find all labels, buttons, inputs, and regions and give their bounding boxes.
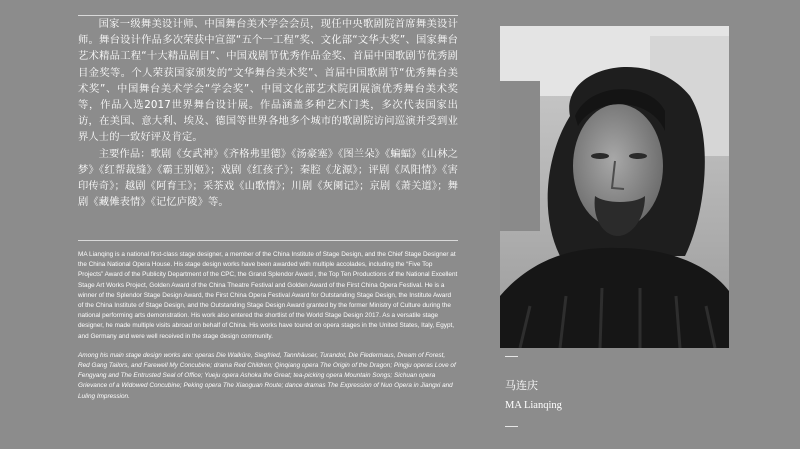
english-bio-paragraph-1: MA Lianqing is a national first-class stage designer, a member of the China Institute of Stage Design, and the Chief Stage Designer at the China National Opera House. His stage design works have been awarded with multiple accolades, including the “Five Top Projects” Award of the Publicity Department of the CPC, the Grand Splendor Award , the Top Ten Productions of the National Excellent Stage Art Works Project, Golden Award of the China Theatre Festival and Golden Award of the First China Opera Festival. He is a winner of the Splendor Stage Design Award, the First China Opera Festival Award for Outstanding Stage Design, the Institute Award of the China Institute of Stage Design, and the Outstanding Stage Design Award granted by the former Ministry of Culture during the national performing arts demonstration. His work also entered the shortlist of the World Stage Design 2017. As a versatile stage designer, he made multiple visits abroad on behalf of China. His works have toured on opera stages in the United States, Italy, Egypt, and Germany and were well received in the stage design community. xyxy=(78,251,458,340)
chinese-bio-paragraph-1: 国家一级舞美设计师、中国舞台美术学会会员，现任中央歌剧院首席舞美设计师。舞台设计作品多次荣获中宣部“五个一工程”奖、文化部“文华大奖”、国家舞台艺术精品工程“十大精品剧目”、中国戏剧节优秀作品金奖、首届中国歌剧节优秀剧目金奖等。个人荣获国家颁发的“文华舞台美术奖”、首届中国歌剧节“优秀舞台美术奖”、中国舞台美术学会“学会奖”、中国文化部艺术院团展演优秀舞台美术奖等，作品入选2017世界舞台设计展。作品涵盖多种艺术门类，多次代表国家出访，在美国、意大利、埃及、德国等世界各地多个城市的歌剧院访问巡演并受到业界人士的一致好评及肯定。 xyxy=(78,18,458,144)
english-biography xyxy=(78,250,458,411)
designer-name-english: MA Lianqing xyxy=(505,400,562,411)
middle-divider xyxy=(78,240,458,241)
portrait-illustration xyxy=(500,26,729,348)
caption-bottom-dash xyxy=(505,426,518,427)
chinese-bio-paragraph-2: 主要作品：歌剧《女武神》《齐格弗里德》《汤豪塞》《图兰朵》《蝙蝠》《山林之梦》《红帮裁缝》《霸王别姬》；戏剧《红孩子》；秦腔《龙源》；评剧《凤阳情》《害印传奇》；越剧《阿育王》；采茶戏《山歌情》；川剧《灰阑记》；京剧《萧关道》；舞剧《藏傩表情》《记忆庐陵》等。 xyxy=(78,147,458,209)
english-bio-paragraph-2: Among his main stage design works are: operas Die Walküre, Siegfried, Tannhäuser, Turandot, Die Fledermaus, Dream of Forest, Red Gang Tailors, and Farewell My Concubine; drama Red Children; Qinqiang opera The Origin of the Dragon; Pingju operas Love of Fengyang and The Entrusted Seal of Office; Yueju opera Ashoka the Great; tea-picking opera Mountain Songs; Sichuan opera Grievance of a Widowed Concubine; Peking opera The Xiaoguan Route; dance dramas The Expression of Nuo Opera in Jiangxi and Luling Impression. xyxy=(78,351,456,400)
caption-top-dash xyxy=(505,356,518,357)
designer-name-chinese: 马连庆 xyxy=(505,379,538,392)
chinese-biography xyxy=(78,16,458,210)
portrait-photo xyxy=(500,26,729,348)
